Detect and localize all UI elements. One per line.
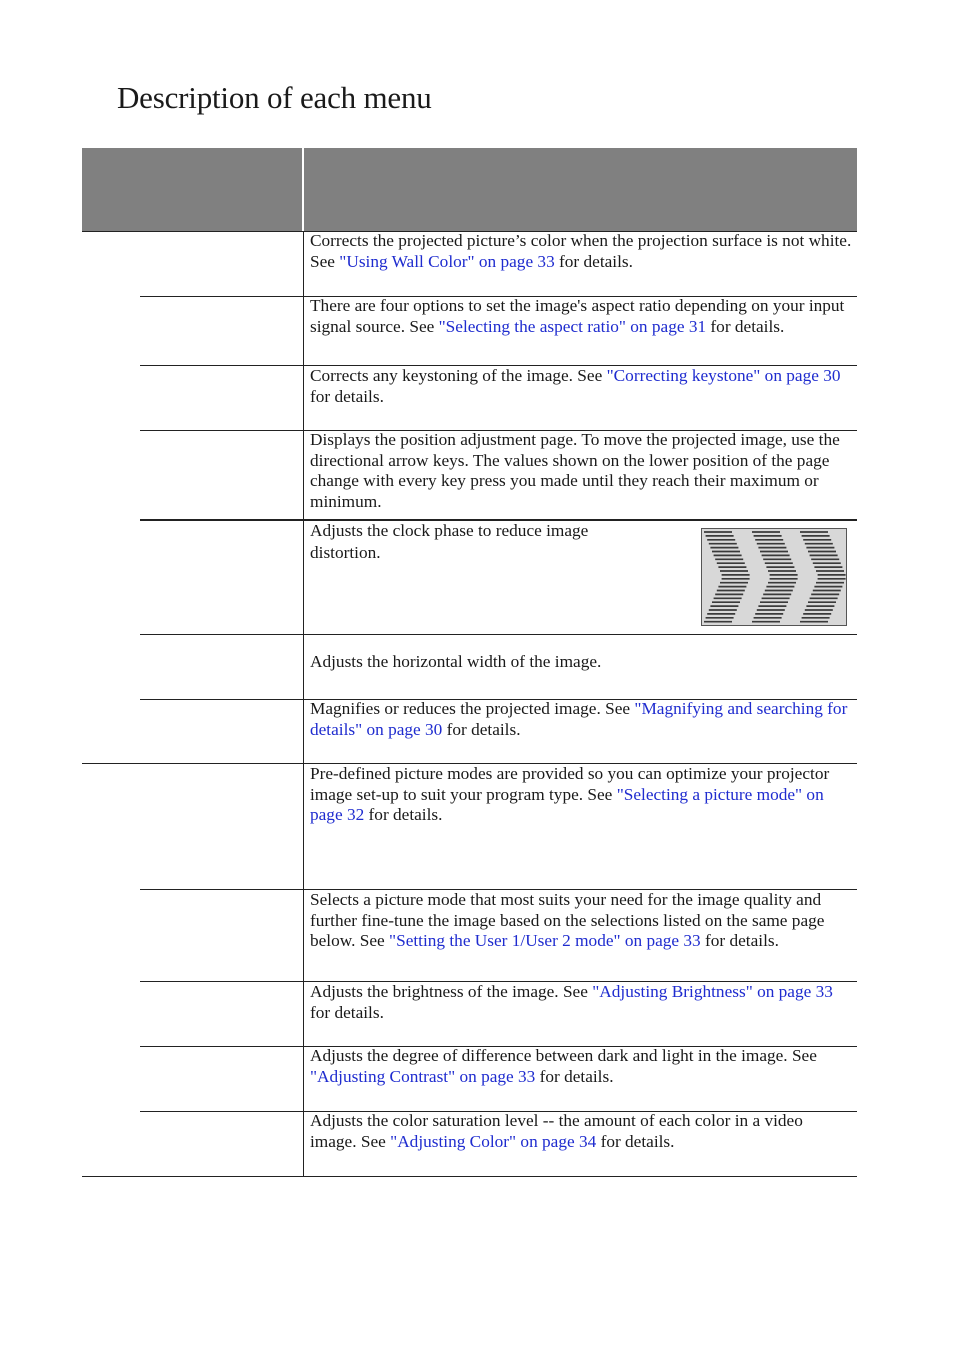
cross-reference-link[interactable]: "Selecting a picture mode" on page 32 <box>310 784 824 825</box>
cross-reference-link[interactable]: "Using Wall Color" on page 33 <box>339 251 555 271</box>
description-cell <box>310 231 852 272</box>
description-text: Pre-defined picture modes are provided so you can optimize your projector image set-up to suit your program type. See <box>310 764 830 804</box>
description-cell <box>310 430 852 512</box>
description-text: for details. <box>310 386 384 406</box>
description-cell <box>310 296 852 337</box>
description-text: for details. <box>706 316 785 336</box>
description-cell <box>310 1046 852 1087</box>
description-text: There are four options to set the image's aspect ratio depending on your input signal source. See <box>310 296 845 336</box>
description-text: for details. <box>442 719 521 739</box>
description-text: Adjusts the horizontal width of the image. <box>310 652 602 671</box>
description-cell <box>310 520 640 564</box>
cross-reference-link[interactable]: "Adjusting Brightness" on page 33 <box>592 982 833 1001</box>
description-cell <box>310 652 852 673</box>
description-text: Adjusts the color saturation level -- the amount of each color in a video image. See <box>310 1111 803 1151</box>
description-cell <box>310 699 852 740</box>
row-separator <box>82 1176 857 1177</box>
description-cell <box>310 764 852 826</box>
cross-reference-link[interactable]: "Magnifying and searching for details" on page 30 <box>310 699 848 739</box>
description-text: Adjusts the degree of difference between dark and light in the image. See <box>310 1046 817 1065</box>
description-text: Magnifies or reduces the projected image. See <box>310 699 635 718</box>
description-text: for details. <box>535 1066 614 1086</box>
description-text: Displays the position adjustment page. To move the projected image, use the directional arrow keys. The values shown on the lower position of the page change with every key press you made until they reach their maximum or minimum. <box>310 430 840 511</box>
description-text: for details. <box>310 1002 384 1022</box>
description-text: for details. <box>700 931 779 951</box>
description-cell <box>310 366 852 407</box>
description-cell <box>310 1111 852 1152</box>
column-divider <box>303 231 304 1176</box>
header-column-divider <box>302 148 304 231</box>
description-text: for details. <box>364 805 443 825</box>
description-text: for details. <box>596 1131 675 1151</box>
cross-reference-link[interactable]: "Correcting keystone" on page 30 <box>606 366 841 385</box>
zigzag-pattern-image <box>702 529 846 625</box>
phase-distortion-image <box>701 528 847 626</box>
cross-reference-link[interactable]: "Adjusting Contrast" on page 33 <box>310 1066 536 1086</box>
description-text: for details. <box>554 251 633 271</box>
description-text: Adjusts the brightness of the image. See <box>310 982 593 1001</box>
cross-reference-link[interactable]: "Selecting the aspect ratio" on page 31 <box>438 316 707 336</box>
description-cell <box>310 890 852 952</box>
table-header <box>82 148 857 231</box>
cross-reference-link[interactable]: "Setting the User 1/User 2 mode" on page 33 <box>389 931 701 951</box>
description-text: Corrects the projected picture’s color when the projection surface is not white. See <box>310 231 852 271</box>
row-separator <box>140 634 857 635</box>
description-text: Selects a picture mode that most suits your need for the image quality and further fine-tune the image based on the selections listed on the same page below. See <box>310 890 825 951</box>
description-text: Corrects any keystoning of the image. See <box>310 366 607 385</box>
description-cell <box>310 982 852 1023</box>
description-text: Adjusts the clock phase to reduce image distortion. <box>310 521 589 562</box>
page-title: Description of each menu <box>117 80 432 115</box>
cross-reference-link[interactable]: "Adjusting Color" on page 34 <box>390 1131 597 1151</box>
